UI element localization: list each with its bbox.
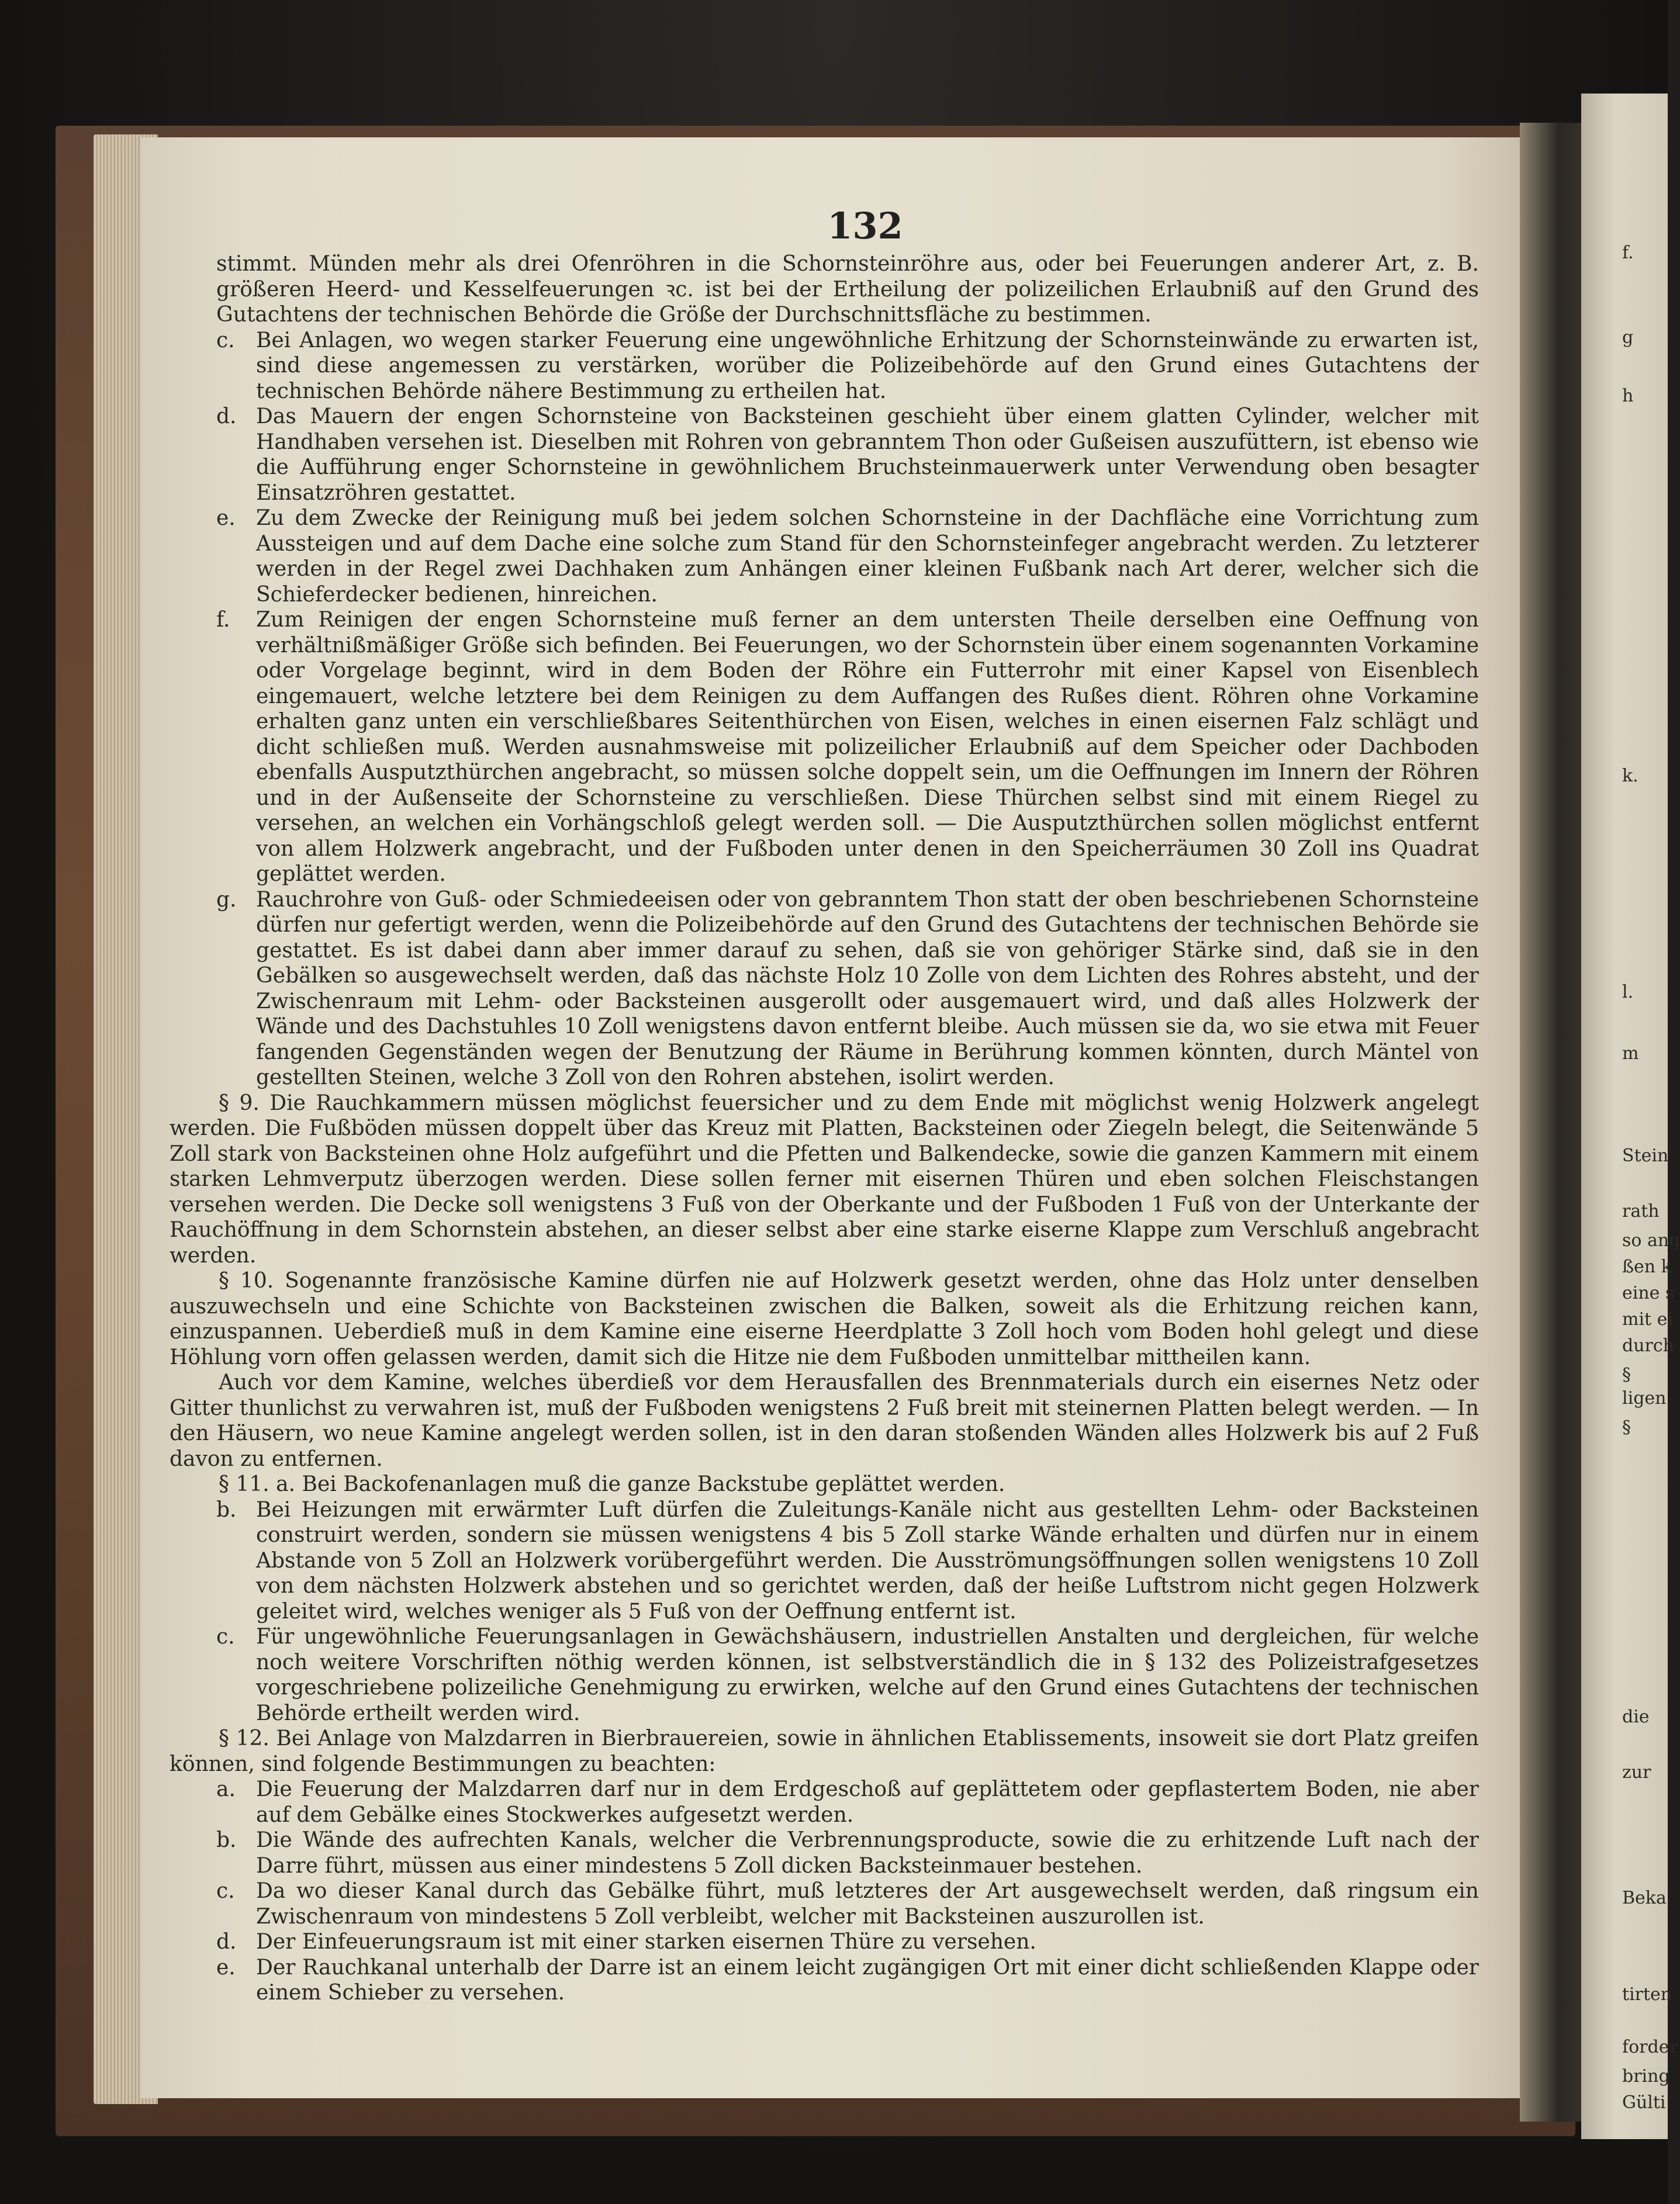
item-label: b. xyxy=(216,1497,237,1522)
section-text: § 11. a. Bei Backofenanlagen muß die ganze Backstube geplättet werden. xyxy=(219,1472,1005,1496)
item-label: f. xyxy=(216,608,230,632)
item-text: Rauchrohre von Guß- oder Schmiedeeisen oder von gebranntem Thon statt der oben beschriebenen Schornsteine dürfen nur gefertigt werden, wenn die Polizeibehörde auf den Grund des Gutachtens der technischen Behörde sie gestattet. Es ist dabei dann aber immer darauf zu sehen, daß sie von gehöriger Stärke sind, daß sie in den Gebälken so ausgewechselt werden, daß das nächste Holz 10 Zolle von dem Lichten des Rohres absteht, und der Zwischenraum mit Lehm- oder Backsteinen ausgerollt oder ausgemauert wird, und daß alles Holzwerk der Wände und des Dachstuhles 10 Zoll wenigstens davon entfernt bleibe. Auch müssen sie da, wo sie etwa mit Feuer fangenden Gegenständen wegen der Benutzung der Räume in Berührung kommen könnten, durch Mäntel von gestellten Steinen, welche 3 Zoll von den Rohren abstehen, isolirt werden. xyxy=(256,887,1479,1089)
next-page-fragment: bring xyxy=(1622,2066,1670,2087)
next-page-fragment: die xyxy=(1622,1707,1650,1727)
next-page-fragment: Beka xyxy=(1622,1888,1667,1908)
item-text: Zu dem Zwecke der Reinigung muß bei jedem solchen Schornsteine in der Dachfläche eine Vorrichtung zum Aussteigen und auf dem Dache eine solche zum Stand für den Schornsteinfeger angebracht werden. Zu letzterer werden in der Regel zwei Dachhaken zum Anhängen einer kleinen Fußbank nach Art derer, welcher sich die Schieferdecker bedienen, hinreichen. xyxy=(256,506,1479,607)
item-label: b. xyxy=(216,1828,237,1852)
item-text: Die Wände des aufrechten Kanals, welcher die Verbrennungsproducte, sowie die zu erhitzende Luft nach der Darre führt, müssen aus einer mindestens 5 Zoll dicken Backsteinmauer bestehen. xyxy=(256,1828,1479,1878)
list-item-b xyxy=(216,1828,1479,1878)
item-text: Bei Anlagen, wo wegen starker Feuerung eine ungewöhnliche Erhitzung der Schornsteinwände zu erwarten ist, sind diese angemessen zu verstärken, worüber die Polizeibehörde auf den Grund eines Gutachtens der technischen Behörde nähere Bestimmung zu ertheilen hat. xyxy=(256,328,1479,403)
next-page-fragment: tirten xyxy=(1622,1984,1672,2005)
next-page-fragment: rath xyxy=(1622,1201,1660,1222)
list-item-e xyxy=(216,1955,1479,2006)
paragraph-text: stimmt. Münden mehr als drei Ofenröhren in die Schornsteinröhre aus, oder bei Feuerungen anderer Art, z. B. größeren Heerd- und Kesselfeuerungen ꝛc. ist bei der Ertheilung der polizeilichen Erlaubniß auf den Grund des Gutachtens der technischen Behörde die Größe der Durchschnittsfläche zu bestimmen. xyxy=(216,252,1479,327)
next-page-fragment: f. xyxy=(1622,243,1634,263)
list-item-c xyxy=(216,1878,1479,1929)
list-item-f xyxy=(216,607,1479,887)
list-item-c xyxy=(216,328,1479,404)
item-text: Bei Heizungen mit erwärmter Luft dürfen die Zuleitungs-Kanäle nicht aus gestellten Lehm- oder Backsteinen construirt werden, sondern sie müssen wenigstens 4 bis 5 Zoll starke Wände erhalten und dürfen nur in einem Abstande von 5 Zoll an Holzwerk vorübergeführt werden. Die Ausströmungsöffnungen sollen wenigstens 10 Zoll von dem nächsten Holzwerk abstehen und so gerichtet werden, daß der heiße Luftstrom nicht gegen Holzwerk geleitet wird, welches weniger als 5 Fuß von der Oeffnung entfernt ist. xyxy=(256,1497,1479,1624)
next-page-fragment: § xyxy=(1622,1365,1631,1385)
next-page-fragment: h xyxy=(1622,386,1634,406)
item-text: Die Feuerung der Malzdarren darf nur in dem Erdgeschoß auf geplättetem oder gepflastertem Boden, nie aber auf dem Gebälke eines Stockwerkes aufgesetzt werden. xyxy=(256,1777,1479,1827)
next-page-fragment: k. xyxy=(1622,766,1638,786)
next-page-fragment: durch xyxy=(1622,1335,1674,1356)
next-page-fragment: ßen k xyxy=(1622,1257,1672,1277)
list-item-b xyxy=(216,1497,1479,1625)
list-item-a xyxy=(216,1777,1479,1828)
item-label: c. xyxy=(216,328,235,352)
item-text: Der Einfeuerungsraum ist mit einer starken eisernen Thüre zu versehen. xyxy=(256,1930,1036,1954)
next-page-fragment: eine s xyxy=(1622,1283,1675,1303)
section-12 xyxy=(170,1726,1479,1777)
section-10 xyxy=(170,1268,1479,1370)
list-item-c xyxy=(216,1624,1479,1726)
item-text: Da wo dieser Kanal durch das Gebälke führt, muß letzteres der Art ausgewechselt werden, daß ringsum ein Zwischenraum von mindestens 5 Zoll verbleibt, welcher mit Backsteinen auszurollen ist. xyxy=(256,1879,1479,1929)
item-label: d. xyxy=(216,404,237,428)
list-item-d xyxy=(216,1929,1479,1955)
next-page-fragment: Gülti xyxy=(1622,2092,1666,2113)
next-page-fragment: § xyxy=(1622,1417,1631,1438)
section-text: § 12. Bei Anlage von Malzdarren in Bierbrauereien, sowie in ähnlichen Etablissements, insoweit sie dort Platz greifen können, sind folgende Bestimmungen zu beachten: xyxy=(170,1726,1479,1776)
section-text: § 10. Sogenannte französische Kamine dürfen nie auf Holzwerk gesetzt werden, ohne das Holz unter denselben auszuwechseln und eine Schichte von Backsteinen zwischen die Balken, soweit als die Erhitzung reichen kann, einzuspannen. Ueberdieß muß in dem Kamine eine eiserne Heerdplatte 3 Zoll hoch vom Boden hohl gelegt und diese Höhlung vorn offen gelassen werden, damit sich die Hitze nie dem Fußboden unmittelbar mittheilen kann. xyxy=(170,1269,1479,1369)
item-text: Für ungewöhnliche Feuerungsanlagen in Gewächshäusern, industriellen Anstalten und dergleichen, für welche noch weitere Vorschriften nöthig werden können, ist selbstverständlich die in § 132 des Polizeistrafgesetzes vorgeschriebene polizeiliche Genehmigung zu erwirken, welche auf den Grund eines Gutachtens der technischen Behörde ertheilt werden wird. xyxy=(256,1625,1479,1725)
item-label: c. xyxy=(216,1625,235,1649)
list-item-g xyxy=(216,887,1479,1091)
book-gutter xyxy=(1520,123,1590,2122)
item-label: d. xyxy=(216,1930,237,1954)
section-text: Auch vor dem Kamine, welches überdieß vor dem Herausfallen des Brennmaterials durch ein eisernes Netz oder Gitter thunlichst zu verwahren ist, muß der Fußboden wenigstens 2 Fuß breit mit steinernen Platten belegt werden. — In den Häusern, wo neue Kamine angelegt werden sollen, ist in den daran stoßenden Wänden alles Holzwerk bis auf 2 Fuß davon zu entfernen. xyxy=(170,1371,1479,1471)
next-page-fragment: mit ei xyxy=(1622,1309,1673,1330)
next-page-fragment: g xyxy=(1622,327,1634,348)
next-page-edge xyxy=(1581,94,1680,2139)
list-item-d xyxy=(216,404,1479,506)
section-9 xyxy=(170,1091,1479,1269)
paragraph-continuation xyxy=(216,251,1479,328)
item-text: Zum Reinigen der engen Schornsteine muß ferner an dem untersten Theile derselben eine Oeffnung von verhältnißmäßiger Größe sich befinden. Bei Feuerungen, wo der Schornstein über einem sogenannten Vorkamine oder Vorgelage beginnt, wird in dem Boden der Röhre ein Futterrohr mit einer Kapsel von Eisenblech eingemauert, welche letztere bei dem Reinigen zu dem Auffangen des Rußes dient. Röhren ohne Vorkamine erhalten ganz unten ein verschließbares Seitenthürchen von Eisen, welches in einen eisernen Falz schlägt und dicht schließen muß. Werden ausnahmsweise mit polizeilicher Erlaubniß auf dem Speicher oder Dachboden ebenfalls Ausputzthürchen angebracht, so müssen solche doppelt sein, um die Oeffnungen im Innern der Röhren und in der Außenseite der Schornsteine zu verschließen. Diese Thürchen selbst sind mit einem Riegel zu versehen, an welchen ein Vorhängschloß gelegt werden soll. — Die Ausputzthürchen sollen möglichst entfernt von allem Holzwerk angebracht, und der Fußboden unter denen in den Speicherräumen 30 Zoll ins Quadrat geplättet werden. xyxy=(256,608,1479,886)
next-page-fragment: so ang xyxy=(1622,1230,1680,1251)
next-page-fragment: l. xyxy=(1622,982,1634,1002)
section-text: § 9. Die Rauchkammern müssen möglichst feuersicher und zu dem Ende mit möglichst wenig Holzwerk angelegt werden. Die Fußböden müssen doppelt über das Kreuz mit Platten, Backsteinen oder Ziegeln belegt, die Seitenwände 5 Zoll stark von Backsteinen ohne Holz aufgeführt und die Pfetten und Balkendecke, sowie die ganzen Kammern mit einem starken Lehmverputz überzogen werden. Diese sollen ferner mit eisernen Thüren und eben solchen Fleischstangen versehen werden. Die Decke soll wenigstens 3 Fuß von der Oberkante und der Fußboden 1 Fuß von der Unterkante der Rauchöffnung in dem Schornstein abstehen, an dieser selbst aber eine starke eiserne Klappe zum Verschluß angebracht werden. xyxy=(170,1091,1479,1268)
item-label: e. xyxy=(216,1955,236,1980)
next-page-fragment: ligen xyxy=(1622,1388,1667,1409)
section-10-continued xyxy=(170,1370,1479,1472)
item-label: g. xyxy=(216,887,237,912)
page-text xyxy=(170,251,1479,2006)
next-page-fragment: zur xyxy=(1622,1762,1651,1783)
next-page-fragment: Stein xyxy=(1622,1146,1669,1166)
item-text: Das Mauern der engen Schornsteine von Backsteinen geschieht über einem glatten Cylinder, welcher mit Handhaben versehen ist. Dieselben mit Rohren von gebranntem Thon oder Gußeisen auszufüttern, ist ebenso wie die Aufführung enger Schornsteine in gewöhnlichem Bruchsteinmauerwerk unter Verwendung oben besagter Einsatzröhren gestattet. xyxy=(256,404,1479,505)
next-page-fragment: m xyxy=(1622,1043,1639,1064)
page-number: 132 xyxy=(827,205,903,247)
item-label: a. xyxy=(216,1777,236,1801)
item-label: c. xyxy=(216,1879,235,1903)
next-page-fragment: forder xyxy=(1622,2037,1678,2057)
item-text: Der Rauchkanal unterhalb der Darre ist an einem leicht zugängigen Ort mit einer dicht schließenden Klappe oder einem Schieber zu versehen. xyxy=(256,1955,1479,2005)
list-item-e xyxy=(216,506,1479,607)
section-11 xyxy=(170,1472,1479,1497)
item-label: e. xyxy=(216,506,236,530)
